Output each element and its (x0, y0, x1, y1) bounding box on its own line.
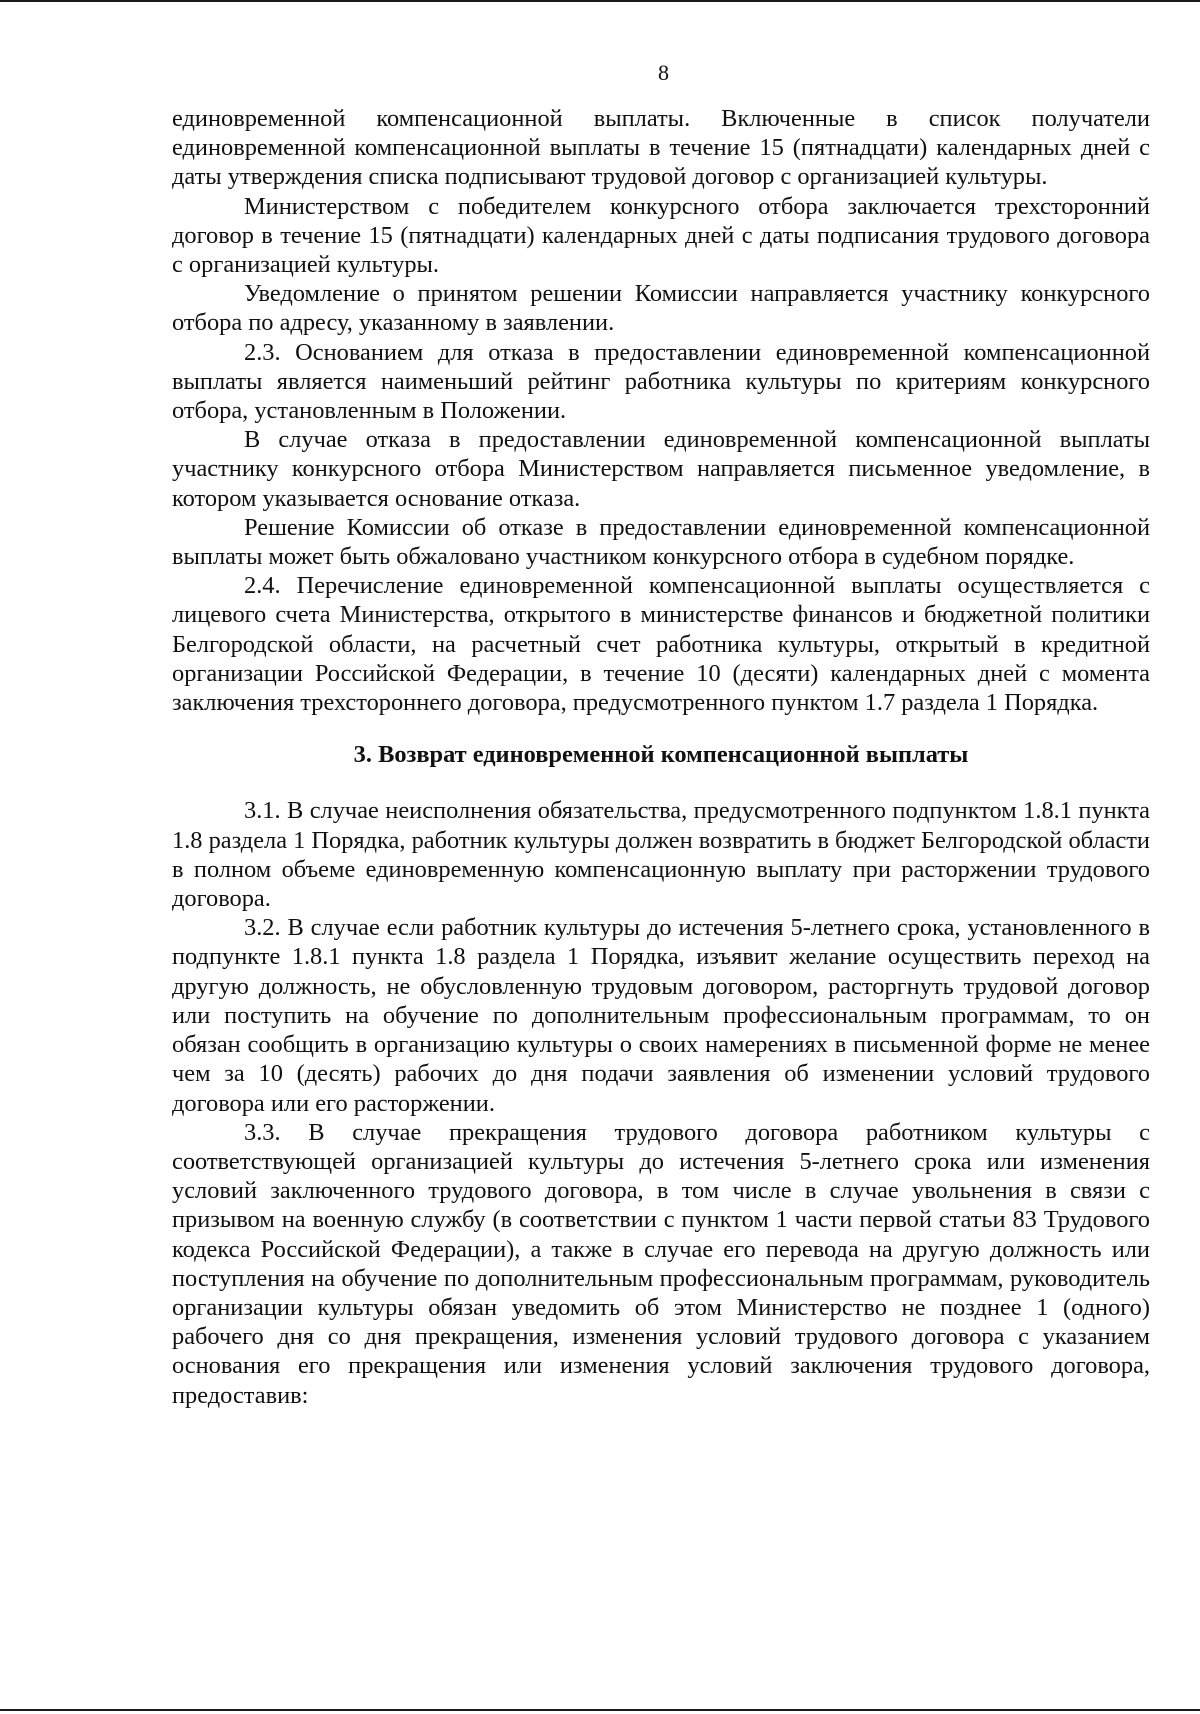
paragraph-continuation: единовременной компенсационной выплаты. Включенные в список получатели единовременной компенсационной выплаты в течение 15 (пятнадцати) календарных дней с даты утверждения списка подписывают трудовой договор с организацией культуры. (172, 105, 1150, 191)
paragraph-3-1: 3.1. В случае неисполнения обязательства, предусмотренного подпунктом 1.8.1 пункта 1.8 раздела 1 Порядка, работник культуры должен возвратить в бюджет Белгородской области в полном объеме единовременную компенсационную выплату при расторжении трудового договора. (172, 797, 1150, 913)
section-heading: 3. Возврат единовременной компенсационной выплаты (353, 741, 969, 769)
document-body (172, 104, 1150, 1410)
paragraph-2-3: 2.3. Основанием для отказа в предоставлении единовременной компенсационной выплаты является наименьший рейтинг работника культуры по критериям конкурсного отбора, установленным в Положении. (172, 338, 1150, 425)
scan-bottom-edge (0, 1709, 1200, 1711)
paragraph-3-2: 3.2. В случае если работник культуры до истечения 5-летнего срока, установленного в подпункте 1.8.1 пункта 1.8 раздела 1 Порядка, изъявит желание осуществить переход на другую должность, не обусловленную трудовым договором, расторгнуть трудовой договор или поступить на обучение по дополнительным профессиональным программам, то он обязан сообщить в организацию культуры о своих намерениях в письменной форме не менее чем за 10 (десять) рабочих до дня подачи заявления об изменении условий трудового договора или его расторжении. (172, 914, 1150, 1117)
scan-top-edge (0, 0, 1200, 2)
paragraph-notification: Уведомление о принятом решении Комиссии направляется участнику конкурсного отбора по адресу, указанному в заявлении. (172, 280, 1150, 337)
paragraph-trilateral-agreement: Министерством с победителем конкурсного отбора заключается трехсторонний договор в течение 15 (пятнадцати) календарных дней с даты подписания трудового договора с организацией культуры. (172, 192, 1150, 279)
paragraph-3-3: 3.3. В случае прекращения трудового договора работником культуры с соответствующей организацией культуры до истечения 5-летнего срока или изменения условий заключенного трудового договора, в том числе в случае увольнения в связи с призывом на военную службу (в соответствии с пунктом 1 части первой статьи 83 Трудового кодекса Российской Федерации), а также в случае его перевода на другую должность или поступления на обучение по дополнительным профессиональным программам, руководитель организации культуры обязан уведомить об этом Министерство не позднее 1 (одного) рабочего дня со дня прекращения, изменения условий трудового договора с указанием основания его прекращения или изменения условий заключения трудового договора, предоставив: (172, 1118, 1150, 1409)
paragraph-refusal-notice: В случае отказа в предоставлении единовременной компенсационной выплаты участнику конкурсного отбора Министерством направляется письменное уведомление, в котором указывается основание отказа. (172, 426, 1150, 512)
page-number: 8 (658, 60, 669, 85)
paragraph-2-4: 2.4. Перечисление единовременной компенсационной выплаты осуществляется с лицевого счета Министерства, открытого в министерстве финансов и бюджетной политики Белгородской области, на расчетный счет работника культуры, открытый в кредитной организации Российской Федерации, в течение 10 (десяти) календарных дней с момента заключения трехстороннего договора, предусмотренного пунктом 1.7 раздела 1 Порядка. (172, 572, 1150, 717)
paragraph-appeal: Решение Комиссии об отказе в предоставлении единовременной компенсационной выплаты может быть обжаловано участником конкурсного отбора в судебном порядке. (172, 513, 1150, 571)
